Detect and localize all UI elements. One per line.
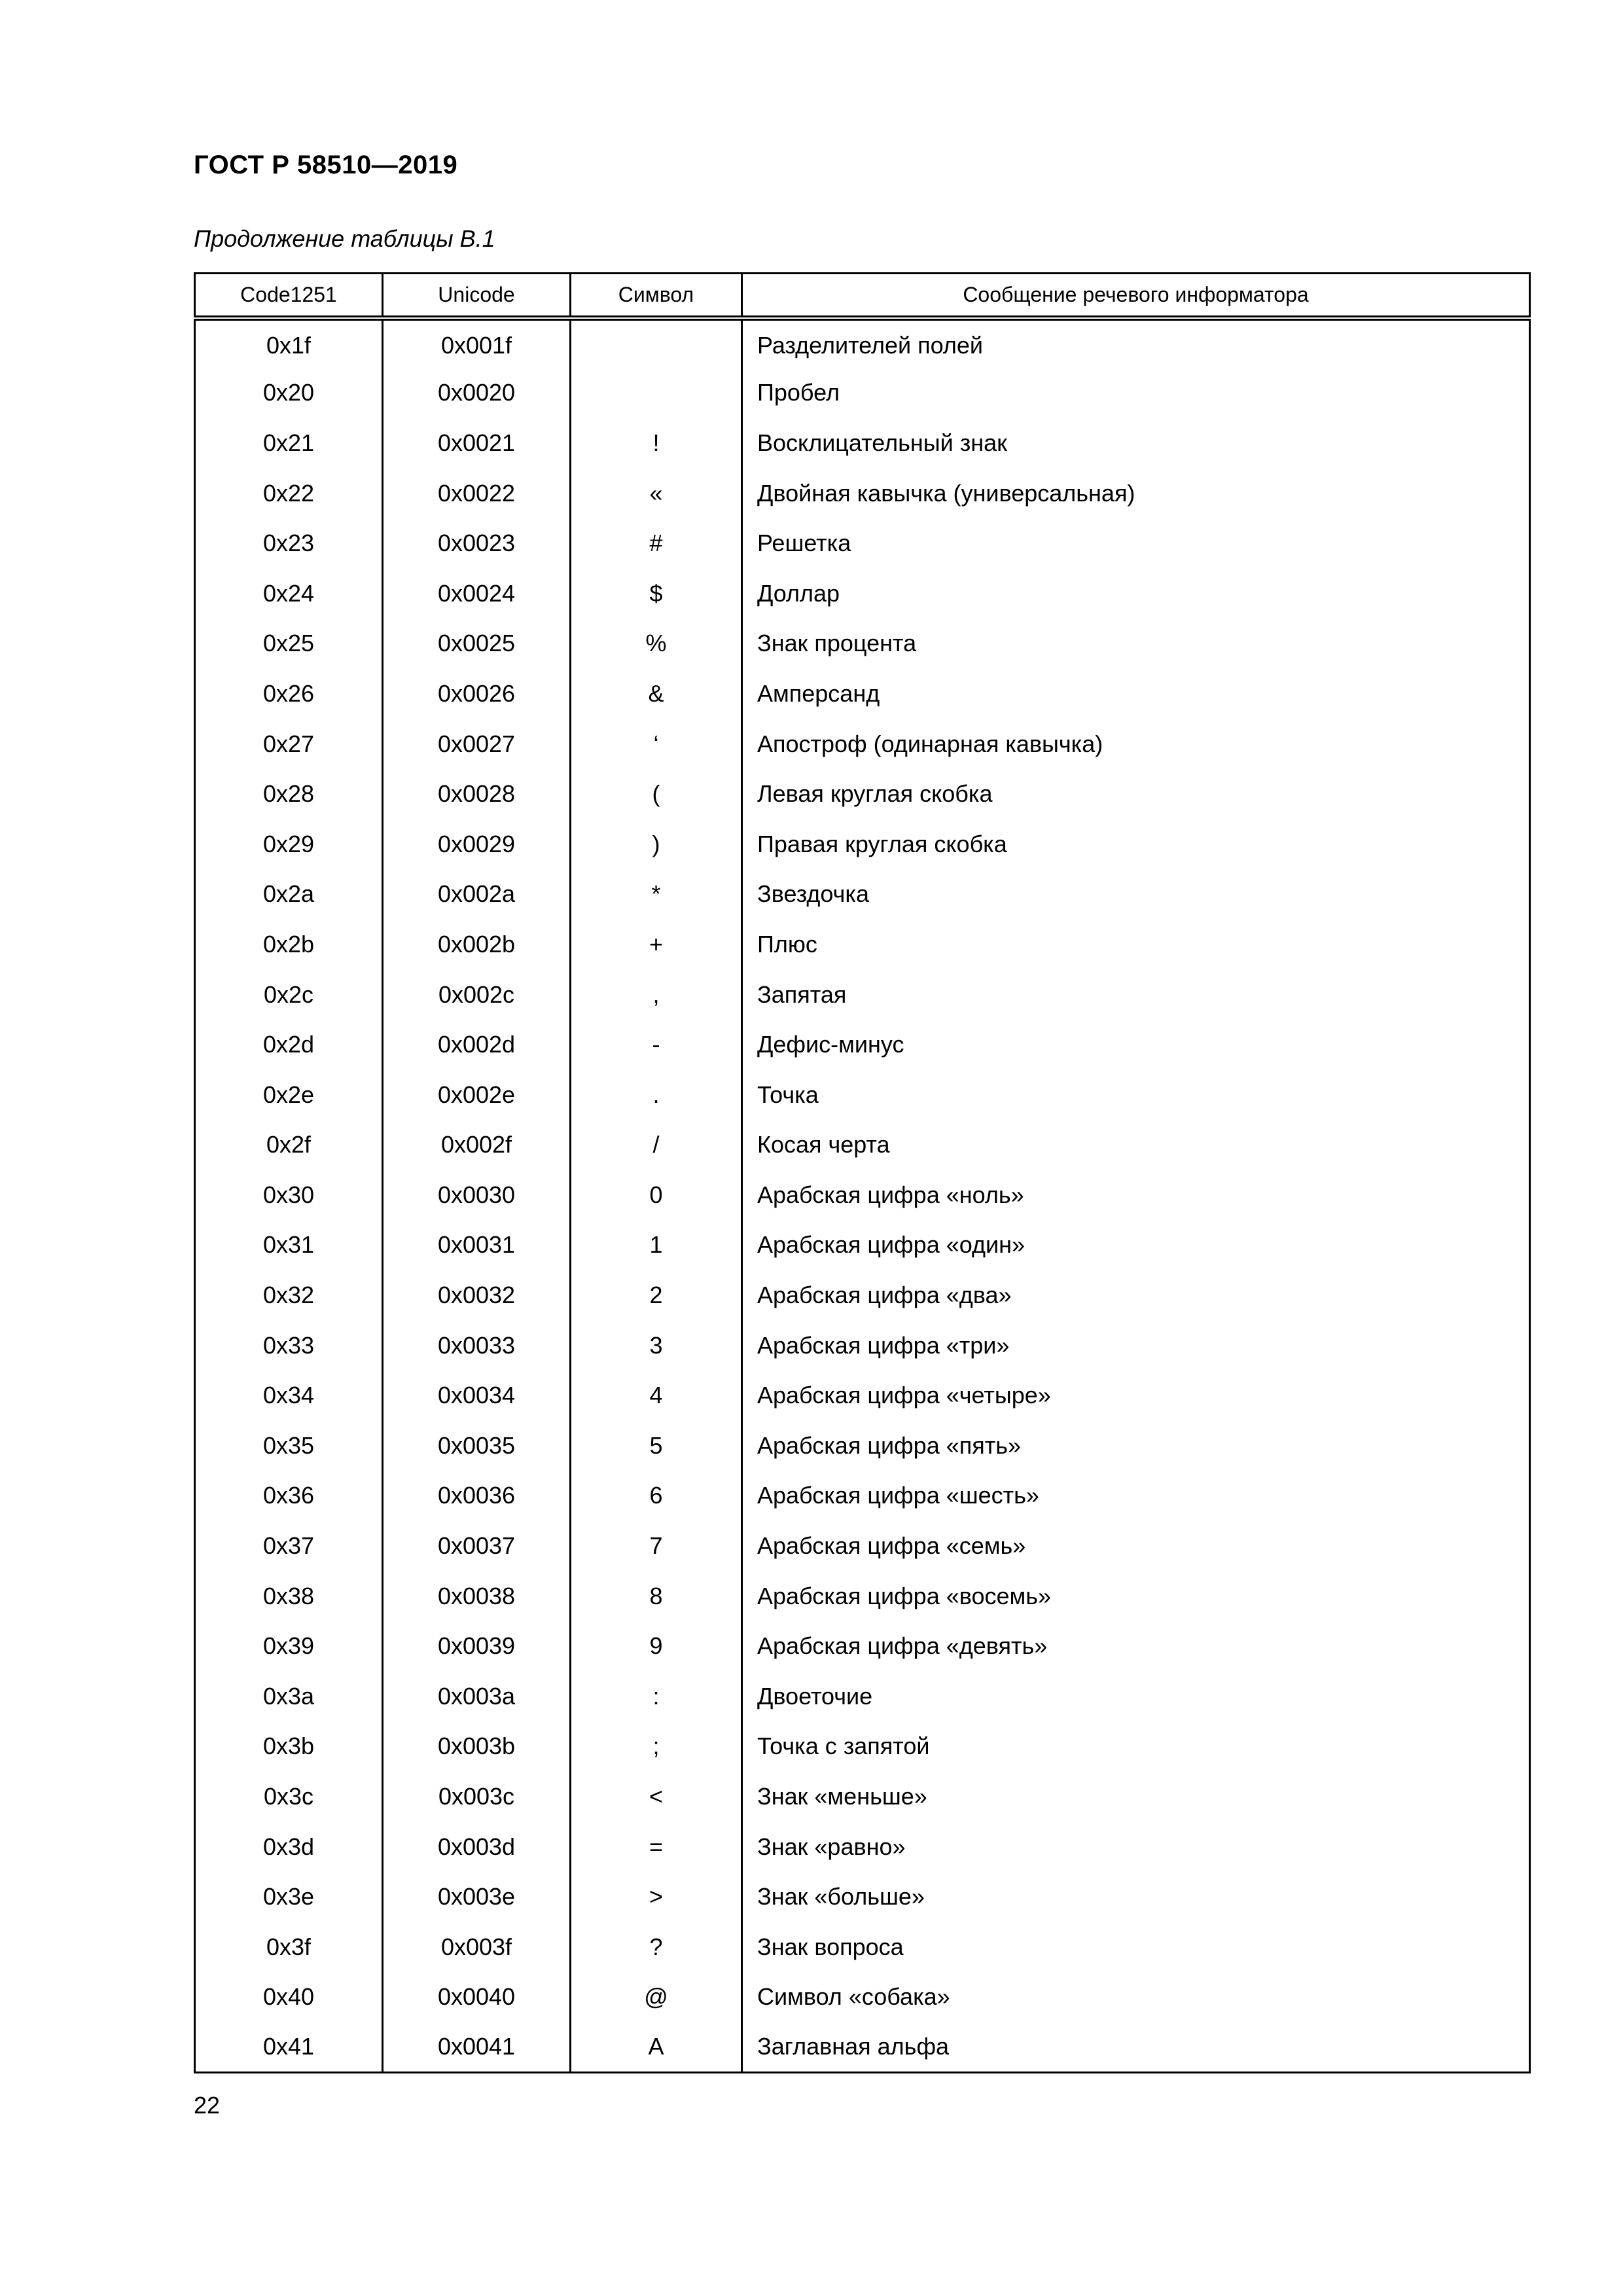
cell-code1251: 0x32: [195, 1270, 383, 1321]
cell-message: Символ «собака»: [742, 1972, 1530, 2022]
table-body: [195, 318, 1530, 2073]
cell-unicode: 0x0026: [383, 669, 571, 719]
cell-unicode: 0x0021: [383, 418, 571, 469]
table-row: [195, 1621, 1530, 1672]
table-row: [195, 318, 1530, 368]
cell-symbol: .: [571, 1069, 742, 1120]
cell-code1251: 0x40: [195, 1972, 383, 2022]
cell-symbol: #: [571, 518, 742, 569]
cell-unicode: 0x002b: [383, 920, 571, 970]
cell-symbol: «: [571, 468, 742, 518]
cell-unicode: 0x003c: [383, 1772, 571, 1822]
cell-message: Доллар: [742, 568, 1530, 619]
cell-code1251: 0x29: [195, 819, 383, 869]
cell-symbol: (: [571, 769, 742, 819]
cell-symbol: 2: [571, 1270, 742, 1321]
cell-unicode: 0x0027: [383, 719, 571, 769]
cell-code1251: 0x24: [195, 568, 383, 619]
cell-symbol: >: [571, 1872, 742, 1922]
cell-symbol: [571, 368, 742, 418]
cell-message: Знак вопроса: [742, 1922, 1530, 1973]
cell-symbol: /: [571, 1120, 742, 1170]
cell-message: Арабская цифра «два»: [742, 1270, 1530, 1321]
cell-symbol: 6: [571, 1471, 742, 1521]
cell-message: Знак «равно»: [742, 1821, 1530, 1872]
cell-message: Апостроф (одинарная кавычка): [742, 719, 1530, 769]
cell-message: Запятая: [742, 969, 1530, 1020]
cell-code1251: 0x2f: [195, 1120, 383, 1170]
cell-code1251: 0x22: [195, 468, 383, 518]
cell-code1251: 0x2e: [195, 1069, 383, 1120]
cell-message: Звездочка: [742, 869, 1530, 920]
table-row: [195, 1571, 1530, 1621]
cell-unicode: 0x0031: [383, 1220, 571, 1270]
cell-symbol: ‘: [571, 719, 742, 769]
cell-message: Пробел: [742, 368, 1530, 418]
cell-unicode: 0x002c: [383, 969, 571, 1020]
cell-symbol: !: [571, 418, 742, 469]
cell-message: Арабская цифра «шесть»: [742, 1471, 1530, 1521]
cell-symbol: $: [571, 568, 742, 619]
cell-message: Арабская цифра «три»: [742, 1320, 1530, 1371]
cell-symbol: %: [571, 619, 742, 669]
cell-unicode: 0x0040: [383, 1972, 571, 2022]
cell-symbol: -: [571, 1020, 742, 1070]
cell-code1251: 0x20: [195, 368, 383, 418]
cell-unicode: 0x0030: [383, 1170, 571, 1221]
cell-message: Заглавная альфа: [742, 2022, 1530, 2073]
cell-unicode: 0x0034: [383, 1371, 571, 1421]
table-row: [195, 1069, 1530, 1120]
cell-code1251: 0x30: [195, 1170, 383, 1221]
cell-message: Знак «меньше»: [742, 1772, 1530, 1822]
table-row: [195, 2022, 1530, 2073]
cell-symbol: &: [571, 669, 742, 719]
cell-unicode: 0x002f: [383, 1120, 571, 1170]
cell-unicode: 0x0039: [383, 1621, 571, 1672]
cell-symbol: :: [571, 1672, 742, 1722]
cell-code1251: 0x25: [195, 619, 383, 669]
cell-code1251: 0x3c: [195, 1772, 383, 1822]
cell-message: Правая круглая скобка: [742, 819, 1530, 869]
cell-unicode: 0x0024: [383, 568, 571, 619]
cell-code1251: 0x3e: [195, 1872, 383, 1922]
document-title: ГОСТ Р 58510—2019: [194, 151, 458, 179]
code-table-container: [194, 272, 1529, 2073]
column-header-symbol: Символ: [571, 274, 742, 318]
table-row: [195, 1220, 1530, 1270]
cell-code1251: 0x2d: [195, 1020, 383, 1070]
cell-code1251: 0x37: [195, 1521, 383, 1571]
cell-message: Арабская цифра «пять»: [742, 1421, 1530, 1471]
cell-code1251: 0x3d: [195, 1821, 383, 1872]
cell-code1251: 0x34: [195, 1371, 383, 1421]
table-row: [195, 1421, 1530, 1471]
table-header-row: [195, 274, 1530, 318]
cell-message: Арабская цифра «семь»: [742, 1521, 1530, 1571]
cell-unicode: 0x0029: [383, 819, 571, 869]
cell-symbol: ,: [571, 969, 742, 1020]
cell-symbol: 4: [571, 1371, 742, 1421]
table-row: [195, 1170, 1530, 1221]
table-row: [195, 869, 1530, 920]
cell-code1251: 0x1f: [195, 318, 383, 368]
cell-unicode: 0x0025: [383, 619, 571, 669]
cell-code1251: 0x2c: [195, 969, 383, 1020]
cell-message: Плюс: [742, 920, 1530, 970]
cell-symbol: 3: [571, 1320, 742, 1371]
table-row: [195, 418, 1530, 469]
cell-code1251: 0x21: [195, 418, 383, 469]
cell-code1251: 0x31: [195, 1220, 383, 1270]
cell-message: Арабская цифра «восемь»: [742, 1571, 1530, 1621]
table-row: [195, 1320, 1530, 1371]
cell-symbol: 7: [571, 1521, 742, 1571]
cell-symbol: ;: [571, 1721, 742, 1772]
table-header: [195, 274, 1530, 318]
table-row: [195, 669, 1530, 719]
cell-code1251: 0x38: [195, 1571, 383, 1621]
cell-code1251: 0x35: [195, 1421, 383, 1471]
cell-symbol: 8: [571, 1571, 742, 1621]
table-row: [195, 1772, 1530, 1822]
table-row: [195, 1672, 1530, 1722]
cell-symbol: ): [571, 819, 742, 869]
cell-unicode: 0x003d: [383, 1821, 571, 1872]
cell-code1251: 0x26: [195, 669, 383, 719]
table-row: [195, 368, 1530, 418]
cell-message: Дефис-минус: [742, 1020, 1530, 1070]
column-header-code1251: Code1251: [195, 274, 383, 318]
cell-code1251: 0x39: [195, 1621, 383, 1672]
cell-code1251: 0x28: [195, 769, 383, 819]
cell-code1251: 0x27: [195, 719, 383, 769]
cell-code1251: 0x3a: [195, 1672, 383, 1722]
table-row: [195, 468, 1530, 518]
cell-message: Разделителей полей: [742, 318, 1530, 368]
cell-message: Знак процента: [742, 619, 1530, 669]
column-header-unicode: Unicode: [383, 274, 571, 318]
cell-unicode: 0x003e: [383, 1872, 571, 1922]
table-caption: Продолжение таблицы В.1: [194, 225, 495, 252]
table-row: [195, 719, 1530, 769]
cell-message: Амперсанд: [742, 669, 1530, 719]
table-row: [195, 1521, 1530, 1571]
table-row: [195, 819, 1530, 869]
code-table: [194, 272, 1531, 2073]
table-row: [195, 1972, 1530, 2022]
cell-unicode: 0x002a: [383, 869, 571, 920]
cell-unicode: 0x0028: [383, 769, 571, 819]
cell-unicode: 0x0035: [383, 1421, 571, 1471]
cell-unicode: 0x0023: [383, 518, 571, 569]
cell-message: Арабская цифра «четыре»: [742, 1371, 1530, 1421]
cell-unicode: 0x002d: [383, 1020, 571, 1070]
cell-message: Арабская цифра «девять»: [742, 1621, 1530, 1672]
cell-symbol: <: [571, 1772, 742, 1822]
cell-message: Восклицательный знак: [742, 418, 1530, 469]
table-row: [195, 568, 1530, 619]
table-row: [195, 1120, 1530, 1170]
table-row: [195, 1922, 1530, 1973]
cell-unicode: 0x0038: [383, 1571, 571, 1621]
cell-message: Точка: [742, 1069, 1530, 1120]
table-row: [195, 769, 1530, 819]
cell-message: Левая круглая скобка: [742, 769, 1530, 819]
cell-symbol: A: [571, 2022, 742, 2073]
cell-unicode: 0x0032: [383, 1270, 571, 1321]
cell-message: Решетка: [742, 518, 1530, 569]
cell-symbol: ?: [571, 1922, 742, 1973]
table-row: [195, 920, 1530, 970]
cell-code1251: 0x36: [195, 1471, 383, 1521]
cell-message: Знак «больше»: [742, 1872, 1530, 1922]
cell-symbol: [571, 318, 742, 368]
cell-unicode: 0x001f: [383, 318, 571, 368]
table-row: [195, 1721, 1530, 1772]
table-row: [195, 518, 1530, 569]
cell-unicode: 0x002e: [383, 1069, 571, 1120]
cell-unicode: 0x003a: [383, 1672, 571, 1722]
column-header-message: Сообщение речевого информатора: [742, 274, 1530, 318]
cell-unicode: 0x003b: [383, 1721, 571, 1772]
cell-symbol: 0: [571, 1170, 742, 1221]
cell-code1251: 0x3f: [195, 1922, 383, 1973]
cell-code1251: 0x23: [195, 518, 383, 569]
cell-message: Арабская цифра «один»: [742, 1220, 1530, 1270]
table-row: [195, 1020, 1530, 1070]
cell-symbol: 1: [571, 1220, 742, 1270]
cell-symbol: 9: [571, 1621, 742, 1672]
cell-code1251: 0x3b: [195, 1721, 383, 1772]
table-row: [195, 1270, 1530, 1321]
cell-code1251: 0x2a: [195, 869, 383, 920]
table-row: [195, 969, 1530, 1020]
cell-symbol: =: [571, 1821, 742, 1872]
cell-unicode: 0x0022: [383, 468, 571, 518]
table-row: [195, 1371, 1530, 1421]
table-row: [195, 1821, 1530, 1872]
cell-symbol: @: [571, 1972, 742, 2022]
cell-unicode: 0x0041: [383, 2022, 571, 2073]
cell-unicode: 0x0020: [383, 368, 571, 418]
cell-code1251: 0x41: [195, 2022, 383, 2073]
cell-unicode: 0x003f: [383, 1922, 571, 1973]
cell-message: Косая черта: [742, 1120, 1530, 1170]
cell-code1251: 0x2b: [195, 920, 383, 970]
cell-symbol: 5: [571, 1421, 742, 1471]
cell-message: Арабская цифра «ноль»: [742, 1170, 1530, 1221]
table-row: [195, 1872, 1530, 1922]
cell-message: Точка с запятой: [742, 1721, 1530, 1772]
cell-message: Двоеточие: [742, 1672, 1530, 1722]
cell-code1251: 0x33: [195, 1320, 383, 1371]
table-row: [195, 1471, 1530, 1521]
cell-unicode: 0x0036: [383, 1471, 571, 1521]
table-row: [195, 619, 1530, 669]
cell-unicode: 0x0033: [383, 1320, 571, 1371]
cell-symbol: *: [571, 869, 742, 920]
cell-unicode: 0x0037: [383, 1521, 571, 1571]
page-number: 22: [194, 2092, 221, 2119]
cell-symbol: +: [571, 920, 742, 970]
cell-message: Двойная кавычка (универсальная): [742, 468, 1530, 518]
